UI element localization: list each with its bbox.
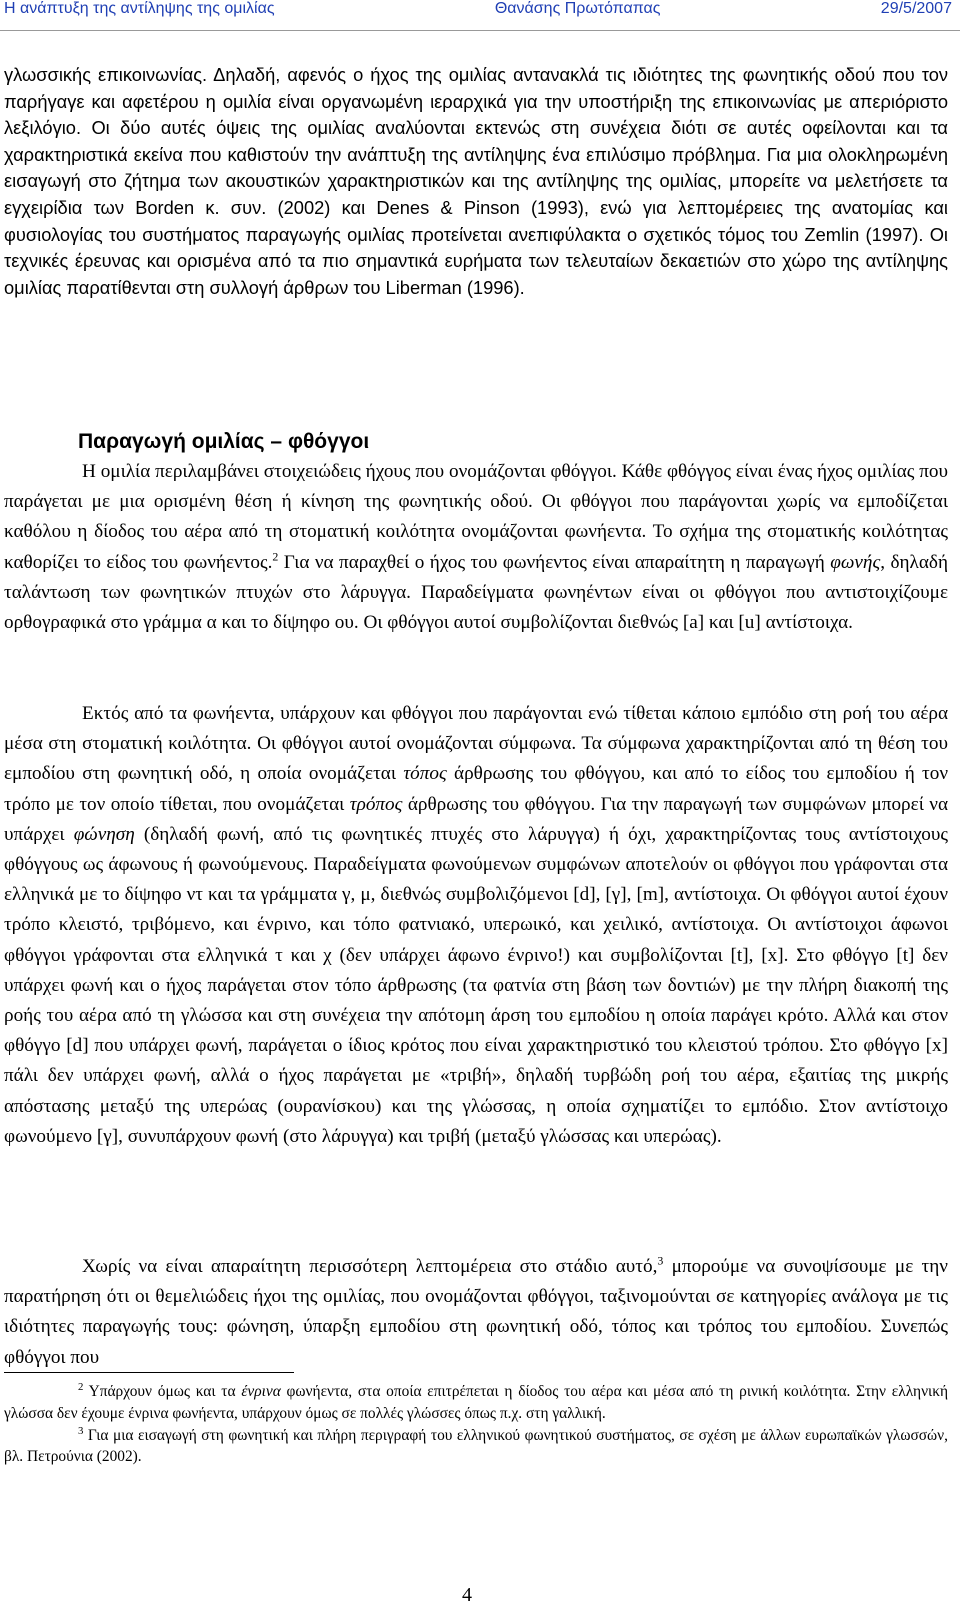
footnote-ref-3[interactable]: 3 bbox=[657, 1253, 664, 1268]
header-title: Η ανάπτυξη της αντίληψης της ομιλίας bbox=[4, 0, 275, 17]
header-date: 29/5/2007 bbox=[880, 0, 952, 17]
text-run: Υπάρχουν όμως και τα bbox=[83, 1383, 242, 1400]
header-author: Θανάσης Πρωτόπαπας bbox=[494, 0, 661, 17]
text-run: άρθρωσης του φθόγγου, και από το είδος του εμποδίου ή τον τρόπο με τον οποίο τίθεται, που ονομάζεται bbox=[4, 763, 949, 815]
paragraph-vowels bbox=[4, 457, 948, 638]
emphasis: ένρινα bbox=[241, 1383, 281, 1400]
footnote-separator bbox=[4, 1372, 294, 1373]
text-run: άρθρωσης του φθόγγου. Για την παραγωγή των συμφώνων μπορεί να υπάρχει bbox=[4, 793, 948, 845]
footnote-3 bbox=[4, 1425, 948, 1469]
paragraph-summary bbox=[4, 1252, 948, 1373]
paragraph-consonants bbox=[4, 699, 948, 1152]
text-run: φωνήεντα, στα οποία επιτρέπεται η δίοδος του αέρα και μέσα από τη ρινική κοιλότητα. Στην ελληνική γλώσσα δεν έχουμε ένρινα φωνήεντα, υπάρχουν όμως σε πολλές γλώσσες όπως π.χ. στη γαλλική. bbox=[4, 1383, 948, 1422]
footnotes bbox=[4, 1381, 948, 1468]
footnote-ref-2[interactable]: 2 bbox=[272, 549, 279, 564]
emphasis: τόπος bbox=[403, 763, 447, 785]
footnote-2 bbox=[4, 1381, 948, 1425]
footnote-number: 2 bbox=[78, 1380, 84, 1393]
text-run: Για να παραχθεί ο ήχος του φωνήεντος είναι απαραίτητη η παραγωγή bbox=[278, 551, 831, 573]
text-run: μπορούμε να συνοψίσουμε με την παρατήρηση ότι οι θεμελιώδεις ήχοι της ομιλίας, που ονομάζονται φθόγγοι, ταξινομούνται σε κατηγορίες ανάλογα με τις ιδιότητες παραγωγής τους: φώνηση, ύπαρξη εμποδίου στη φωνητική οδό, τόπος και τρόπος του εμποδίου. Συνεπώς φθόγγοι που bbox=[4, 1256, 948, 1368]
running-header bbox=[4, 0, 952, 24]
emphasis: φώνηση bbox=[73, 823, 135, 845]
text-run: Η ομιλία περιλαμβάνει στοιχειώδεις ήχους που ονομάζονται φθόγγοι. Κάθε φθόγγος είναι ένας ήχος ομιλίας που παράγεται με μια ορισμένη θέση ή κίνηση της φωνητικής οδού. Οι φθόγγοι που παράγονται χωρίς να εμποδίζεται καθόλου η δίοδος του αέρα από τη στοματική κοιλότητα ονομάζονται φωνήεντα. Το σχήμα της στοματικής κοιλότητας καθορίζει το είδος του φωνήεντος. bbox=[4, 461, 948, 573]
text-run: , δηλαδή ταλάντωση των φωνητικών πτυχών στο λάρυγγα. Παραδείγματα φωνηέντων είναι οι φθόγγοι που αντιστοιχίζουμε ορθογραφικά στο γράμμα α και το δίψηφο ου. Οι φθόγγοι αυτοί συμβολίζονται διεθνώς [a] και [u] αντίστοιχα. bbox=[4, 551, 948, 634]
emphasis: φωνής bbox=[830, 551, 881, 573]
intro-paragraph: γλωσσικής επικοινωνίας. Δηλαδή, αφενός ο ήχος της ομιλίας αντανακλά τις ιδιότητες της φωνητικής οδού που τον παρήγαγε και αφετέρου η ομιλία είναι οργανωμένη ιεραρχικά για την υποστήριξη της επικοινωνίας με απεριόριστο λεξιλόγιο. Οι δύο αυτές όψεις της ομιλίας αναλύονται εκτενώς στη συνέχεια διότι σε αυτές οφείλονται και τα χαρακτηριστικά εκείνα που καθιστούν την ανάπτυξη της αντίληψης ένα επιλύσιμο πρόβλημα. Για μια ολοκληρωμένη εισαγωγή στο ζήτημα των ακουστικών χαρακτηριστικών και της αντίληψης της ομιλίας, μπορείτε να μελετήσετε τα εγχειρίδια των Borden κ. συν. (2002) και Denes & Pinson (1993), ενώ για λεπτομέρειες της ανατομίας και φυσιολογίας του συστήματος παραγωγής ομιλίας προτείνεται ανεπιφύλακτα ο σχετικός τόμος του Zemlin (1997). Οι τεχνικές έρευνας και ορισμένα από τα πιο σημαντικά ευρήματα των τελευταίων δεκαετιών στο χώρο της αντίληψης ομιλίας παρατίθενται στη συλλογή άρθρων του Liberman (1996). bbox=[4, 64, 948, 298]
text-run: (δηλαδή φωνή, από τις φωνητικές πτυχές στο λάρυγγα) ή όχι, χαρακτηρίζοντας τους αντίστοιχους φθόγγους ως άφωνους ή φωνούμενους. Παραδείγματα φωνούμενων συμφώνων αποτελούν οι φθόγγοι που γράφονται στα ελληνικά με το δίψηφο ντ και τα γράμματα γ, μ, διεθνώς συμβολιζόμενοι [d], [γ], [m], αντίστοιχα. Οι φθόγγοι αυτοί έχουν τρόπο κλειστό, τριβόμενο, και ένρινο, και τόπο φατνιακό, υπερωικό, και χειλικό, αντίστοιχα. Οι αντίστοιχοι άφωνοι φθόγγοι γράφονται στα ελληνικά τ και χ (δεν υπάρχει άφωνο ένρινο!) και συμβολίζονται [t], [x]. Στο φθόγγο [t] δεν υπάρχει φωνή και ο ήχος παράγεται στον τόπο άρθρωσης (τα φατνία στη βάση των δοντιών) με την πλήρη διακοπή της ροής του αέρα από τη γλώσσα και στη συνέχεια την απότομη άρση του εμποδίου η οποία παράγει κρότο. Αλλά και στον φθόγγο [d] που υπάρχει φωνή, παράγεται ο ίδιος κρότος που είναι χαρακτηριστικό του κλειστού τρόπου. Στο φθόγγο [x] πάλι δεν υπάρχει φωνή, αλλά ο ήχος παράγεται με «τριβή», δηλαδή τυρβώδη ροή του αέρα, εξαιτίας της μικρής απόστασης μεταξύ της υπερώας (ουρανίσκου) και της γλώσσας, η οποία σχηματίζει το εμπόδιο. Στον αντίστοιχο φωνούμενο [γ], συνυπάρχουν φωνή (στο λάρυγγα) και τριβή (μεταξύ γλώσσας και υπερώας). bbox=[4, 823, 948, 1147]
header-divider bbox=[0, 30, 960, 31]
section-heading: Παραγωγή ομιλίας – φθόγγοι bbox=[78, 430, 370, 453]
text-run: Χωρίς να είναι απαραίτητη περισσότερη λεπτομέρεια στο στάδιο αυτό, bbox=[82, 1256, 658, 1277]
page-number: 4 bbox=[462, 1584, 472, 1606]
footnote-number: 3 bbox=[78, 1424, 84, 1437]
text-run: Εκτός από τα φωνήεντα, υπάρχουν και φθόγγοι που παράγονται ενώ τίθεται κάποιο εμπόδιο στη ροή του αέρα μέσα στη στοματική κοιλότητα. Οι φθόγγοι αυτοί ονομάζονται σύμφωνα. Τα σύμφωνα χαρακτηρίζονται από τη θέση του εμποδίου στη φωνητική οδό, η οποία ονομάζεται bbox=[4, 703, 948, 785]
emphasis: τρόπος bbox=[349, 793, 403, 815]
text-run: Για μια εισαγωγή στη φωνητική και πλήρη περιγραφή του ελληνικού φωνητικού συστήματος, σε σχέση με άλλων ευρωπαϊκών γλωσσών, βλ. Πετρούνια (2002). bbox=[4, 1426, 948, 1466]
